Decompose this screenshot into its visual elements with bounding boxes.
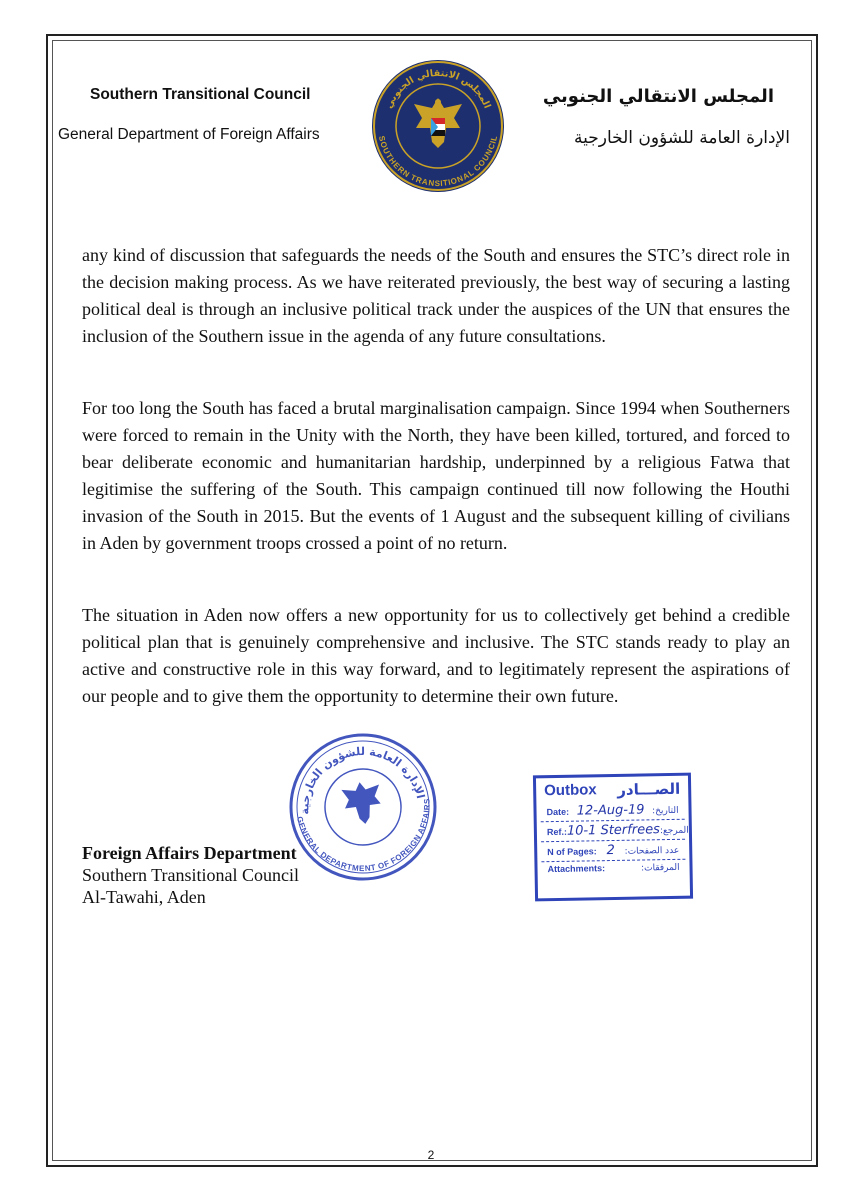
pages-value: 2 xyxy=(606,842,615,859)
stamp-eagle-icon xyxy=(341,780,384,827)
signature-location: Al-Tawahi, Aden xyxy=(82,887,206,907)
stamp-arabic-ring-text: الإدارة العامة للشؤون الخارجية xyxy=(298,744,428,815)
header-english-department: General Department of Foreign Affairs xyxy=(58,126,320,143)
ref-label: Ref.: xyxy=(546,826,567,838)
body-paragraph-1: any kind of discussion that safeguards the needs of the South and ensures the STC’s direct role in the decision making process. As we have reiterated previously, the best way of securing a lasting political deal is through an inclusive political track under the auspices of the UN that ensures the inclusion of the Southern issue in the agenda of any future consultations. xyxy=(82,245,790,346)
outbox-date-row xyxy=(540,800,684,823)
pages-label-ar: عدد الصفحات: xyxy=(624,845,680,857)
logo-arabic-ring-text: المجلس الانتقالي الجنوبي xyxy=(383,67,493,111)
body-paragraph-2: For too long the South has faced a brutal marginalisation campaign. Since 1994 when Southerners were forced to remain in the Unity with the North, they have been killed, tortured, and forced to bear deliberate economic and humanitarian hardship, underpinned by a religious Fatwa that legitimise the suffering of the South. This campaign continued till now following the Houthi invasion of the South in 2015. But the events of 1 August and the subsequent killing of civilians in Aden by government troops crossed a point of no return. xyxy=(82,398,790,553)
attachments-label: Attachments: xyxy=(547,863,606,875)
outbox-pages-row xyxy=(541,840,685,863)
outbox-title-en: Outbox xyxy=(544,781,597,800)
outbox-attachments-row xyxy=(541,860,685,878)
pages-label: N of Pages: xyxy=(547,846,597,858)
date-label-ar: التاريخ: xyxy=(652,805,679,817)
logo-english-ring-text: SOUTHERN TRANSITIONAL COUNCIL xyxy=(376,135,500,189)
attachments-value xyxy=(605,871,641,872)
council-logo-emblem xyxy=(370,58,506,194)
header-english-title: Southern Transitional Council xyxy=(90,86,311,103)
outbox-stamp xyxy=(533,773,693,902)
ref-label-ar: المرجع: xyxy=(659,825,689,837)
signature-department: Foreign Affairs Department xyxy=(82,843,297,863)
page-number: 2 xyxy=(427,1148,435,1162)
attachments-label-ar: المرفقات: xyxy=(640,862,680,874)
outbox-ref-row xyxy=(541,820,689,843)
signature-council: Southern Transitional Council xyxy=(82,865,300,885)
body-paragraph-3: The situation in Aden now offers a new opportunity for us to collectively get behind a credible political plan that is genuinely comprehensive and inclusive. The STC stands ready to play an active and constructive role in this way forward, and to legitimately represent the aspirations of our people and to give them the opportunity to determine their own future. xyxy=(82,605,790,706)
header-arabic-title: المجلس الانتقالي الجنوبي xyxy=(542,86,774,107)
outbox-title-ar: الصـــادر xyxy=(617,779,681,799)
page-border-inner xyxy=(52,40,812,1161)
signature-block xyxy=(82,842,299,908)
stamp-english-ring-text: GENERAL DEPARTMENT OF FOREIGN AFFAIRS xyxy=(294,798,432,874)
round-department-stamp xyxy=(288,732,438,882)
date-value: 12-Aug-19 xyxy=(576,802,645,819)
header-arabic-department: الإدارة العامة للشؤون الخارجية xyxy=(573,128,790,148)
ref-value: 10-1 Sterfrees xyxy=(566,822,661,839)
outbox-stamp-header xyxy=(536,776,688,803)
date-label: Date: xyxy=(546,806,570,818)
